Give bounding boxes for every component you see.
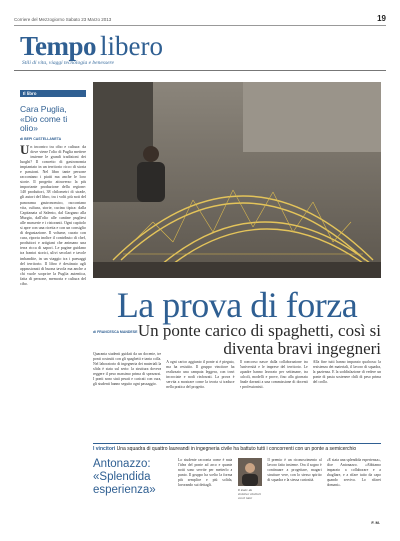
section-tagline: Stili di vita, viaggi tecnologia e benessere [22, 60, 114, 66]
winners-kicker [93, 446, 356, 452]
winners-column: Lo studente racconta come è nata l'idea del ponte ad arco e quante notti sono servite per metterlo a punto. Il gruppo ha scelto la forma più semplice e più solida, lavorando sui dettagli. [178, 458, 233, 487]
sidebar-text: n incontro tra cibo e cultura: da dove viene l'olio di Puglia mettere insieme le grandi tradizioni dei luoghi? Il concetto di gastronomia impiantato in un territorio ricco di storia e passioni. Nel libro tante persone raccontano i piatti ma anche le loro storie. Il progetto attraverso la più importante produzione della regione: 140 produttori, 38 chilometri di strade, gli autori del libro, tra i volti più noti del panorama gastronomico, raccontano vita, cultura, storie, cucina tipica: dalla Capitanata al Salento, dal Gargano alla Murgia, dall'olio alle cantine pugliesi alle masserie e i ristoranti. Ogni capitolo si apre con una ricetta e con un consiglio di degustazione. Il volume, curato con cura, riporta inoltre il contributo di chef, produttori e artigiani che animano una terra ricca di sapori. Le pagine guidano tra frantoi storici, ulivi secolari e tavole imbandite, in un viaggio tra i paesaggi del territorio. Il libro è destinato agli appassionati di buona tavola ma anche a chi vuole scoprire la Puglia autentica, fatta di persone, memoria e cultura del cibo. [20, 143, 86, 287]
article-column: A ogni carico aggiunto il ponte si è piegato, ma ha resistito. Il gruppo vincitore ha realizzato una campata leggera, con travi incrociate e nodi rinforzati. La prova è servita a mostrare come la teoria si traduce nella pratica del progetto. [166, 360, 235, 389]
section-title-bold: Tempo [20, 31, 97, 61]
sidebar-title: Cara Puglia, «Dio come ti olio» [20, 104, 68, 133]
article-subhead-text: Un ponte carico di spaghetti, così si diventa bravi ingegneri [137, 321, 381, 358]
portrait-illustration [238, 458, 262, 486]
section-title-light: libero [100, 31, 164, 61]
portrait-caption: Il team: da sinistra i vincitori con il tutor [238, 488, 261, 500]
article-column: Alla fine tutti hanno imparato qualcosa: la resistenza dei materiali, il lavoro di squadra, la pazienza. E la soddisfazione di vedere un ponte di pasta sostenere chili di peso prima del crollo. [312, 360, 381, 384]
bridge-photo-illustration [93, 82, 381, 278]
winners-columns [178, 458, 381, 534]
drop-cap: U [20, 141, 30, 157]
article-columns [93, 338, 381, 440]
signature: F. M. [371, 520, 380, 525]
sidebar-body [20, 141, 86, 287]
article-headline: La prova di forza [116, 285, 358, 325]
winners-column: Il premio è un riconoscimento al lavoro fatto insieme. Ora il sogno è continuare a progettare, magari strutture vere, con lo stesso spirito di squadra e la stessa curiosità. [267, 458, 322, 482]
bottom-rule [93, 443, 381, 444]
newspaper-date: Corriere del Mezzogiorno Sabato 23 Marzo 2013 [14, 17, 112, 22]
article-column: Il concorso nasce dalla collaborazione tra l'università e le imprese del territorio. Le squadre hanno lavorato per settimane, tra calcoli, modelli e prove, fino alla giornata finale davanti a una commissione di docenti e professionisti. [239, 360, 308, 389]
book-sidebar [20, 82, 86, 537]
article-column: Quaranta studenti guidati da un docente, tre ponti costruiti con gli spaghetti e tanta colla. Nel laboratorio di ingegneria dei materiali la sfida è stata sul serio: la struttura doveva reggere il peso massimo prima di spezzarsi. I ponti sono stati pesati e caricati con cura, gli studenti hanno seguito ogni passaggio. [93, 352, 162, 386]
winners-column: «È stata una splendida esperienza», dice Antonazzo. «Abbiamo imparato a collaborare e a sbagliare, e a rifare tutto da capo quando serviva. Lo rifarei domani». [326, 458, 381, 487]
section-masthead [20, 31, 163, 61]
winner-portrait [238, 458, 262, 486]
page-number: 19 [377, 14, 386, 23]
sidebar-byline: di BEPI CASTELLANETA [20, 136, 62, 141]
sidebar-flag: Il libro [20, 90, 86, 97]
page-header [14, 14, 386, 24]
masthead-rule [14, 70, 386, 71]
header-rule [14, 25, 386, 26]
winners-title: Antonazzo: «Splendida esperienza» [93, 458, 156, 496]
bridge-photo [93, 82, 381, 278]
kicker-label: I vincitori [93, 446, 116, 452]
article-byline: di FRANCESCA MANDESE [93, 330, 138, 334]
kicker-text: Una squadra di quattro laureandi in ingegneria civile ha battuto tutti i concorrenti con un ponte a semicerchio [116, 446, 357, 452]
